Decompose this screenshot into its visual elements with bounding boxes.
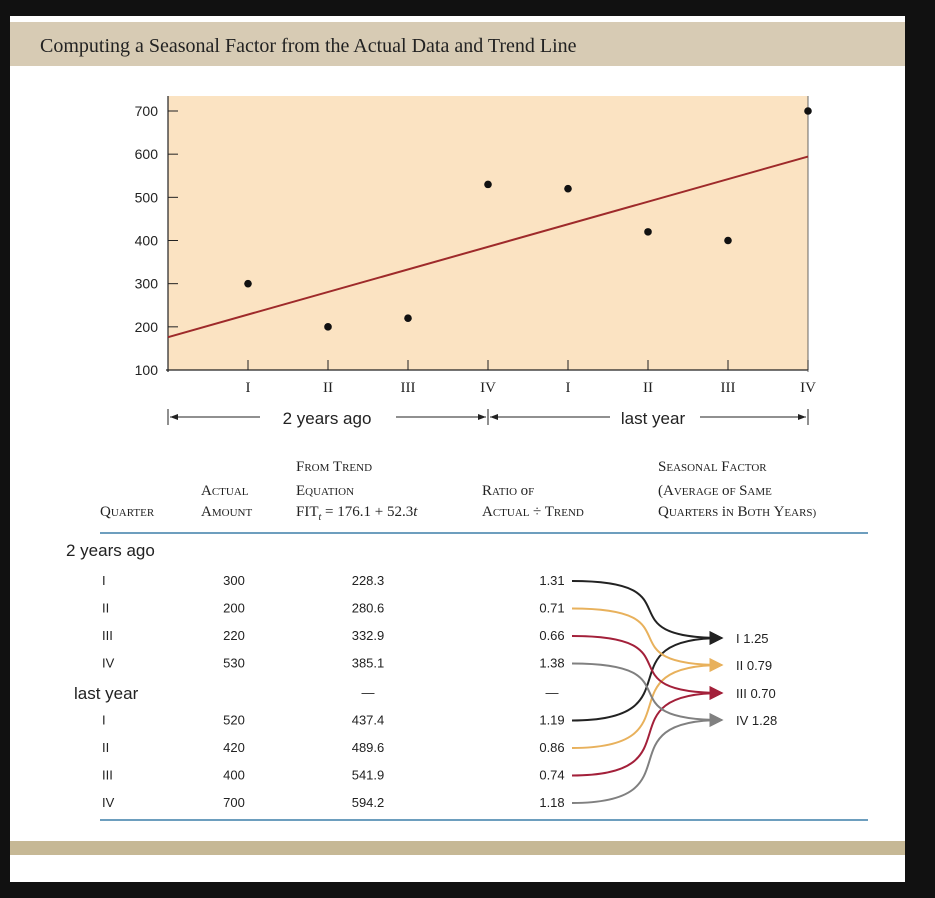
y-tick-label: 300 xyxy=(134,275,158,292)
row-ratio: 0.86 xyxy=(539,740,565,755)
table-header xyxy=(100,459,817,523)
row-trend: 541.9 xyxy=(351,767,385,783)
row-quarter: III xyxy=(102,767,113,783)
row-ratio: 1.19 xyxy=(539,712,565,728)
row-actual: 400 xyxy=(223,767,245,783)
x-tick-label: III xyxy=(720,380,736,396)
header-trend-line2: EQUATION xyxy=(296,483,355,499)
x-tick-label: I xyxy=(245,380,251,396)
row-ratio: 0.66 xyxy=(539,628,565,643)
figure-title: Computing a Seasonal Factor from the Actual Data and Trend Line xyxy=(40,35,577,57)
seasonal-factor-I: I 1.25 xyxy=(736,631,769,646)
data-point xyxy=(564,185,572,193)
row-trend: 228.3 xyxy=(351,573,385,588)
row-trend: — xyxy=(361,685,375,700)
connector-IV xyxy=(572,720,722,803)
y-tick-label: 600 xyxy=(134,146,158,163)
row-ratio: 0.74 xyxy=(539,767,565,783)
period-span-2 xyxy=(490,409,808,428)
figure-card xyxy=(10,16,905,882)
row-ratio: 0.71 xyxy=(539,600,565,616)
row-quarter: III xyxy=(102,628,113,643)
data-point xyxy=(804,107,812,115)
y-tick-label: 700 xyxy=(134,103,158,119)
seasonal-factor-II: II 0.79 xyxy=(736,658,773,673)
y-tick-label: 200 xyxy=(134,318,158,335)
connector-III xyxy=(572,693,722,776)
row-trend: 437.4 xyxy=(351,712,385,728)
scatter-chart xyxy=(135,96,816,428)
header-actual-line2: AMOUNT xyxy=(201,504,253,520)
header-trend-line1: FROM TREND xyxy=(296,459,373,475)
y-tick-label: 400 xyxy=(134,232,158,249)
data-point xyxy=(484,181,492,189)
row-actual: 530 xyxy=(223,655,245,671)
header-trend-equation: $FIT_t = 176.1 + 52.3t$ xyxy=(296,504,418,523)
row-quarter: IV xyxy=(102,655,115,671)
header-seasonal-line2: (AVERAGE oF SAME xyxy=(658,483,772,499)
figure-canvas xyxy=(10,16,905,882)
data-point xyxy=(724,237,732,245)
row-quarter: II xyxy=(102,600,110,616)
x-tick-label: II xyxy=(323,380,333,396)
row-quarter: I xyxy=(102,573,106,588)
row-trend: 385.1 xyxy=(351,655,385,671)
group-label: 2 years ago xyxy=(66,541,155,560)
header-ratio-line2: ACTUAL ÷ TREND xyxy=(482,504,584,520)
row-actual: 200 xyxy=(223,600,245,616)
row-actual: 420 xyxy=(223,740,245,755)
group-label: last year xyxy=(74,684,139,703)
period-span-1 xyxy=(168,409,486,428)
header-seasonal-line1: SEASONAL FACTOR xyxy=(658,459,767,475)
period-label-2-years-ago: 2 years ago xyxy=(282,409,372,428)
row-actual: 700 xyxy=(223,795,245,810)
row-trend: 332.9 xyxy=(351,628,385,643)
row-ratio: 1.18 xyxy=(539,795,565,810)
header-ratio-line1: RATIO oF xyxy=(482,483,535,499)
x-tick-label: I xyxy=(565,380,571,396)
header-seasonal-line3: QUARTERS iN BOTH YEARS) xyxy=(658,504,817,520)
row-actual: 220 xyxy=(223,628,245,643)
connector-II xyxy=(572,665,722,748)
row-actual: 520 xyxy=(223,712,245,728)
row-quarter: I xyxy=(102,712,106,728)
row-quarter: II xyxy=(102,740,110,755)
x-tick-label: II xyxy=(643,380,653,396)
row-actual: 300 xyxy=(223,573,245,588)
x-tick-label: IV xyxy=(800,380,816,396)
row-ratio: — xyxy=(545,685,559,700)
row-trend: 489.6 xyxy=(351,740,385,755)
connector-I xyxy=(572,638,722,721)
seasonal-factor-IV: IV 1.28 xyxy=(736,713,778,728)
x-tick-label: III xyxy=(400,380,416,396)
row-ratio: 1.38 xyxy=(539,655,565,671)
row-ratio: 1.31 xyxy=(539,573,565,588)
plot-area xyxy=(168,96,808,370)
period-label-last-year: last year xyxy=(620,409,686,428)
header-quarter: QUARTER xyxy=(100,504,155,520)
seasonal-factor-III: III 0.70 xyxy=(736,686,776,701)
row-quarter: IV xyxy=(102,795,115,810)
y-tick-label: 100 xyxy=(134,362,158,378)
row-trend: 280.6 xyxy=(351,600,385,616)
data-point xyxy=(644,228,652,236)
x-tick-label: IV xyxy=(480,380,496,396)
header-actual-line1: ACTUAL xyxy=(201,483,249,499)
y-tick-label: 500 xyxy=(134,189,158,206)
data-point xyxy=(244,280,252,288)
data-point xyxy=(404,314,412,322)
row-trend: 594.2 xyxy=(351,795,385,810)
data-point xyxy=(324,323,332,331)
